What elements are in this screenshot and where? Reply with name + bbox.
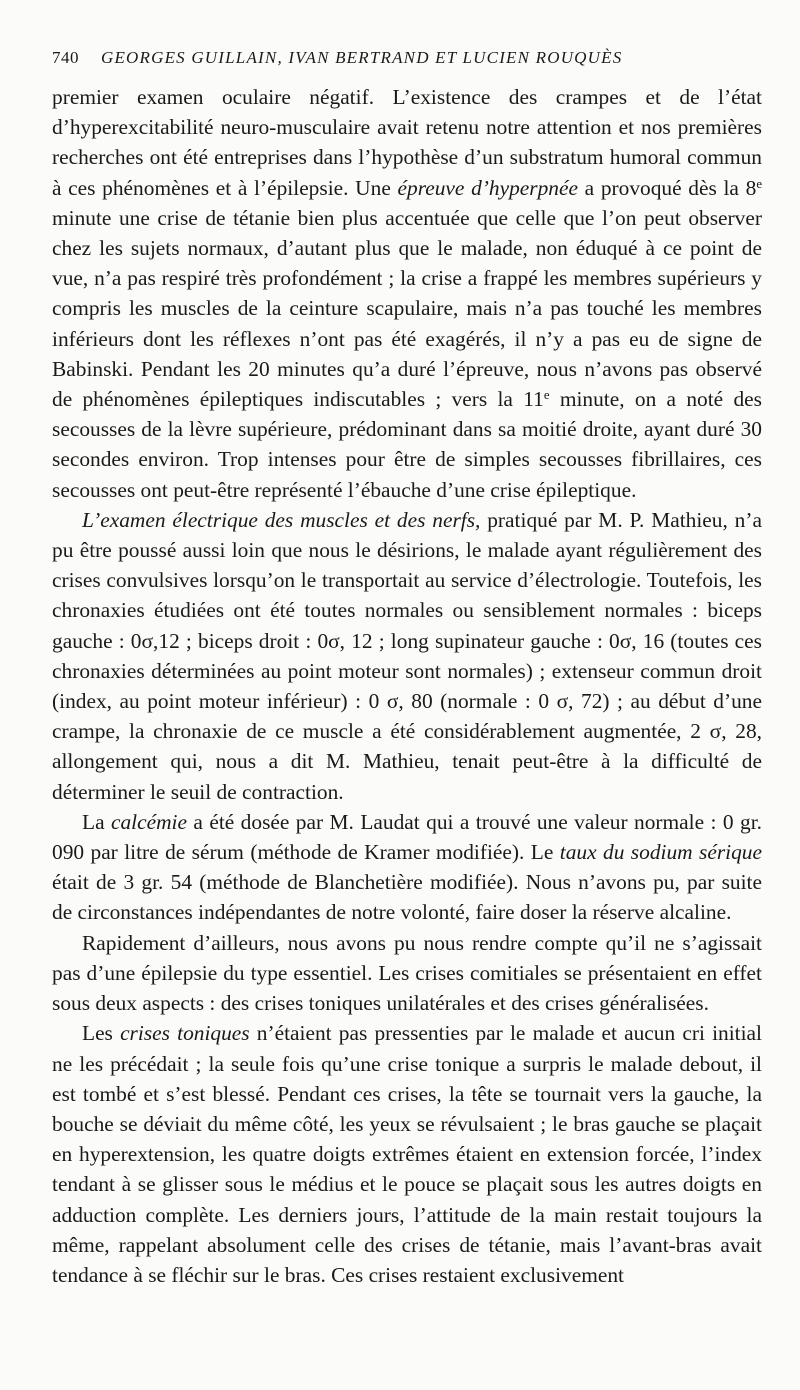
text-run: minute une crise de tétanie bien plus accentuée que celle que l’on peut observer chez les sujets normaux, d’autant plus que le malade, non éduqué à ce point de vue, n’a pas respiré très profondément ; la crise a frappé les membres supérieurs y compris les muscles de la ceinture scapulaire, mais n’a pas touché les membres inférieurs dont les réflexes n’ont pas été exagérés, il n’y a pas eu de signe de Babinski. Pendant les 20 minutes qu’a duré l’épreuve, nous n’avons pas observé de phénomènes épileptiques indiscutables ; vers la 11 [52, 205, 762, 412]
superscript: e [756, 176, 763, 191]
paragraph [52, 1018, 762, 1290]
italic-text: crises toniques [120, 1021, 250, 1046]
running-header [52, 48, 762, 68]
paragraph [52, 82, 762, 505]
paragraph [52, 807, 762, 928]
page-number: 740 [52, 48, 79, 67]
text-run: a été dosée par M. Laudat qui a trouvé une valeur normale : 0 gr. 090 par litre de sérum (méthode de Kramer modifiée). Le [52, 809, 762, 865]
superscript: e [543, 387, 550, 402]
paragraph [52, 505, 762, 807]
text-run: minute, on a noté des secousses de la lèvre supérieure, prédominant dans sa moitié droite, ayant duré 30 secondes environ. Trop intenses pour être de simples secousses fibrillaires, ces secousses ont peut-être représenté l’ébauche d’une crise épileptique. [52, 387, 762, 502]
text-run: pratiqué par M. P. Mathieu, n’a pu être poussé aussi loin que nous le désirions, le malade ayant régulièrement des crises convulsives lorsqu’on le transportait au service d’électrologie. Toutefois, les chronaxies étudiées ont été toutes normales ou sensiblement normales : biceps gauche : 0σ,12 ; biceps droit : 0σ, 12 ; long supinateur gauche : 0σ, 16 (toutes ces chronaxies déterminées au point moteur sont normales) ; extenseur commun droit (index, au point moteur inférieur) : 0 σ, 80 (normale : 0 σ, 72) ; au début d’une crampe, la chronaxie de ce muscle a été considérablement augmentée, 2 σ, 28, allongement qui, nous a dit M. Mathieu, tenait peut-être à la difficulté de déterminer le seuil de contraction. [52, 507, 762, 804]
page [52, 48, 762, 1290]
italic-text: taux du sodium sérique [559, 840, 762, 865]
text-run: Les [82, 1021, 121, 1046]
italic-text: épreuve d’hyperpnée [397, 175, 578, 200]
text-run: n’étaient pas pressenties par le malade et aucun cri initial ne les précédait ; la seule fois qu’une crise tonique a surpris le malade debout, il est tombé et s’est blessé. Pendant ces crises, la tête se tournait vers la gauche, la bouche se déviait du même côté, les yeux se révulsaient ; le bras gauche se plaçait en hyperextension, les quatre doigts extrêmes étaient en extension forcée, l’index tendant à se glisser sous le médius et le pouce se plaçait sous les autres doigts en adduction complète. Les derniers jours, l’attitude de la main restait toujours la même, rappelant absolument celle des crises de tétanie, mais l’avant-bras avait tendance à se fléchir sur le bras. Ces crises restaient exclusivement [52, 1021, 762, 1287]
italic-text: L’examen électrique des muscles et des nerfs, [82, 507, 481, 532]
paragraph [52, 928, 762, 1019]
text-run: premier examen oculaire négatif. L’existence des crampes et de l’état d’hyperexcitabilité neuro-musculaire avait retenu notre attention et nos premières recherches ont été entreprises dans l’hypothèse d’un substratum humoral commun à ces phénomènes et à l’épilepsie. Une [52, 85, 762, 200]
text-run: Rapidement d’ailleurs, nous avons pu nous rendre compte qu’il ne s’agissait pas d’une épilepsie du type essentiel. Les crises comitiales se présentaient en effet sous deux aspects : des crises toniques unilatérales et des crises généralisées. [52, 930, 762, 1016]
italic-text: calcémie [110, 809, 187, 834]
text-run: a provoqué dès la 8 [577, 175, 757, 200]
running-header-authors: GEORGES GUILLAIN, IVAN BERTRAND ET LUCIEN ROUQUÈS [101, 48, 623, 67]
text-run: La [82, 809, 111, 834]
body-text [52, 82, 762, 1290]
text-run: était de 3 gr. 54 (méthode de Blanchetière modifiée). Nous n’avons pu, par suite de circonstances indépendantes de notre volonté, faire doser la réserve alcaline. [52, 870, 762, 925]
